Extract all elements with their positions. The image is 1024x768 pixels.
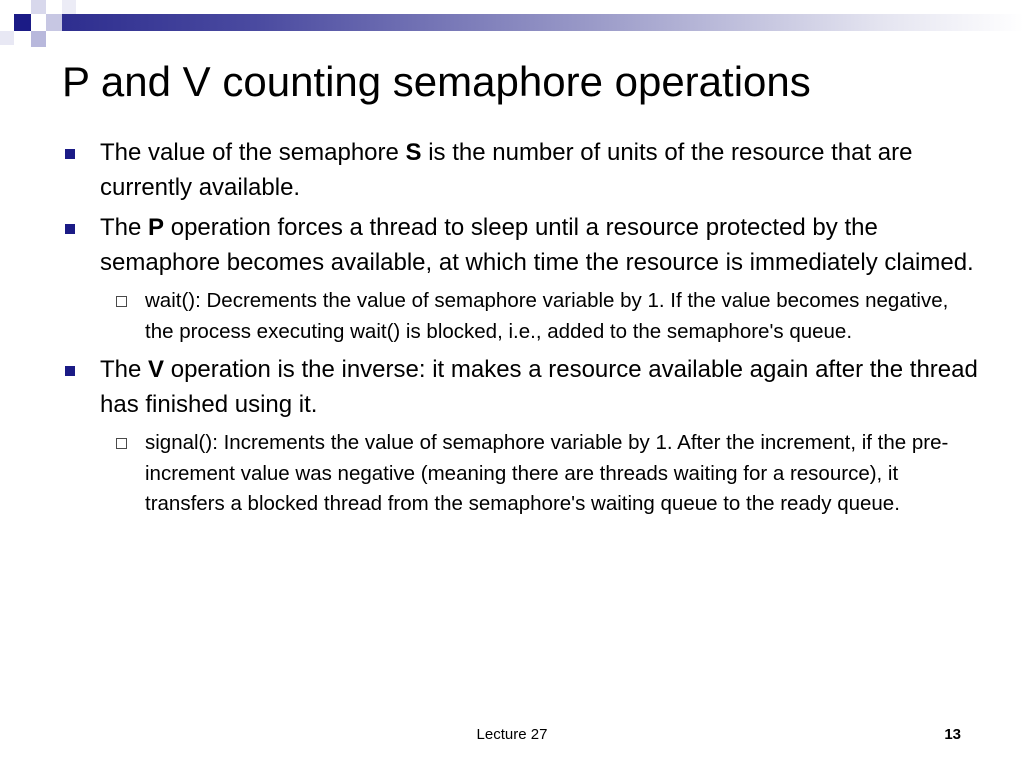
bullet-text-bold: V [148, 356, 165, 383]
bullet-text-bold: P [148, 214, 165, 241]
sub-bullet-item [145, 428, 982, 520]
sub-bullet-text: signal(): Increments the value of semaphore variable by 1. After the increment, if the pre-increment value was negative (meaning there are threads waiting for a resource), it transfers a blocked thread from the semaphore's waiting queue to the ready queue. [145, 431, 949, 515]
hollow-square-icon [116, 296, 127, 307]
bullet-text-pre: The value of the semaphore [100, 139, 406, 166]
sub-bullet-text: wait(): Decrements the value of semaphore variable by 1. If the value becomes negative, the process executing wait() is blocked, i.e., added to the semaphore's queue. [145, 289, 949, 343]
decor-square [31, 0, 46, 14]
bullet-text-post: operation forces a thread to sleep until a resource protected by the semaphore becomes available, at which time the resource is immediately claimed. [100, 214, 974, 276]
filled-square-icon [65, 224, 75, 234]
filled-square-icon [65, 149, 75, 159]
sub-bullet-item [145, 286, 982, 347]
bullet-text-pre: The [100, 356, 149, 383]
decor-square [31, 31, 46, 47]
slide-body [62, 136, 982, 526]
bullet-text-post: operation is the inverse: it makes a resource available again after the thread has finished using it. [100, 356, 978, 418]
page-number: 13 [944, 726, 961, 743]
bullet-text-pre: The [100, 214, 149, 241]
decor-square [0, 31, 14, 45]
hollow-square-icon [116, 438, 127, 449]
header-gradient-bar [62, 14, 1024, 31]
footer-lecture-label: Lecture 27 [476, 726, 548, 743]
bullet-item [62, 353, 982, 422]
bullet-item [62, 136, 982, 205]
filled-square-icon [65, 366, 75, 376]
decor-square [14, 14, 31, 31]
bullet-item [62, 211, 982, 280]
bullet-text-post: is the number of units of the resource that are currently available. [100, 139, 913, 201]
decor-square [62, 0, 76, 14]
decor-square [46, 14, 62, 31]
slide-title: P and V counting semaphore operations [62, 58, 811, 105]
bullet-text-bold: S [405, 139, 422, 166]
